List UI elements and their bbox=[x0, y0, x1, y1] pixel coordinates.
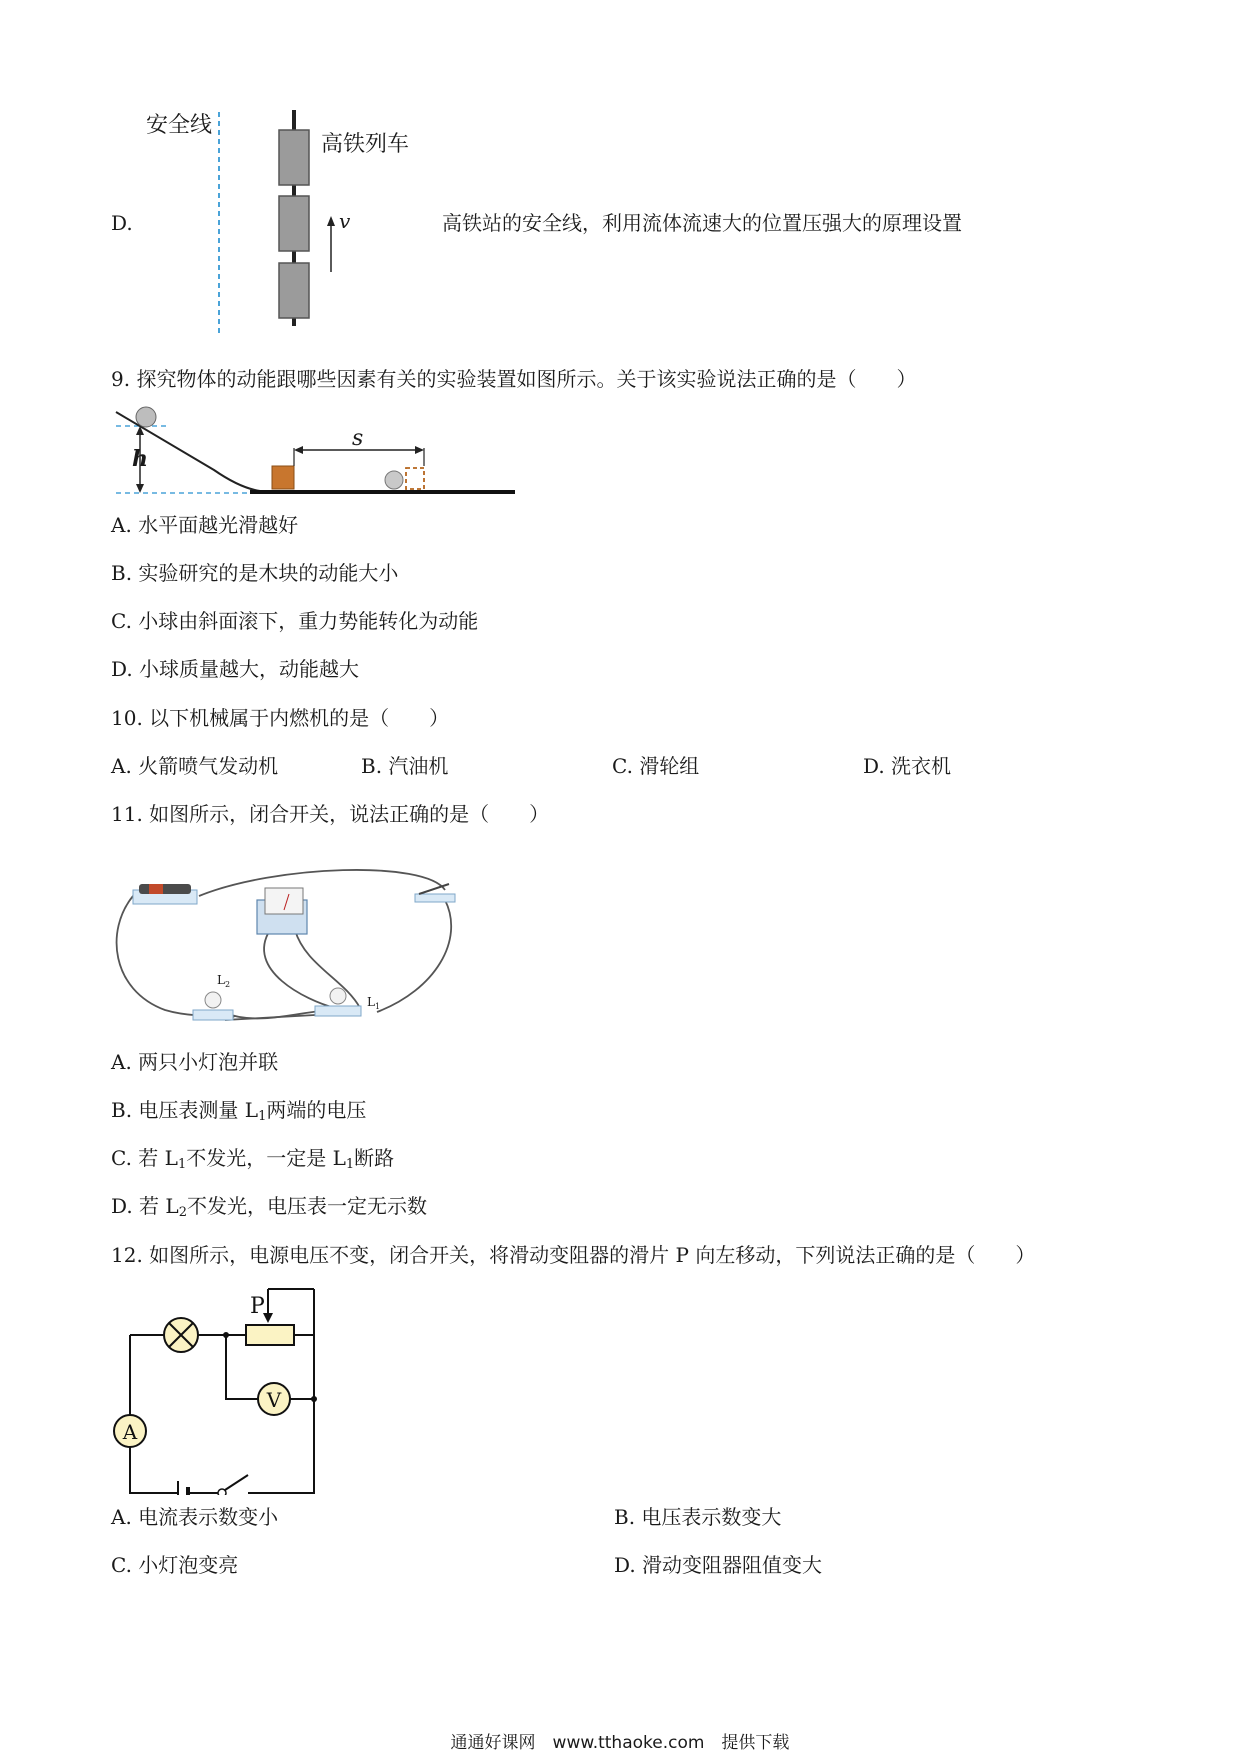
velocity-label: v bbox=[339, 209, 351, 233]
q10-option-a: A. 火箭喷气发动机 bbox=[111, 754, 279, 778]
circuit-diagram-figure bbox=[108, 1275, 348, 1495]
q11-option-c: C. 若 $L_1$不发光，一定是 $L_1$断路 bbox=[111, 1146, 395, 1172]
q10-option-b: B. 汽油机 bbox=[361, 754, 449, 778]
distance-arrowhead-right bbox=[415, 446, 424, 454]
train-car-3 bbox=[279, 263, 309, 318]
q10-option-d: D. 洗衣机 bbox=[863, 754, 952, 778]
q9-stem: 9. 探究物体的动能跟哪些因素有关的实验装置如图所示。关于该实验说法正确的是（ ） bbox=[111, 367, 917, 391]
train-car-1 bbox=[279, 130, 309, 185]
wire-battery-switch bbox=[199, 870, 445, 896]
battery-cells bbox=[139, 884, 191, 894]
train-label: 高铁列车 bbox=[321, 132, 410, 157]
ball bbox=[136, 407, 156, 427]
bulb-l2 bbox=[205, 992, 221, 1008]
safety-line-label: 安全线 bbox=[146, 113, 213, 138]
q11-option-b: B. 电压表测量 $L_1$两端的电压 bbox=[111, 1098, 367, 1124]
q8-option-d-letter: D. bbox=[111, 211, 133, 235]
distance-label: s bbox=[352, 426, 364, 451]
q12-stem: 12. 如图所示，电源电压不变，闭合开关，将滑动变阻器的滑片 P 向左移动，下列说法正确的是（ ） bbox=[111, 1243, 1036, 1267]
junction-right bbox=[311, 1396, 317, 1402]
circuit-photo-figure bbox=[105, 860, 465, 1030]
train-car-2 bbox=[279, 196, 309, 251]
page-footer: 通通好课网 www.tthaoke.com 提供下载 bbox=[450, 1733, 790, 1753]
q10-option-c: C. 滑轮组 bbox=[612, 754, 700, 778]
velocity-arrowhead bbox=[327, 216, 335, 226]
ramp-surface bbox=[116, 412, 515, 491]
distance-arrowhead-left bbox=[294, 446, 303, 454]
q10-stem: 10. 以下机械属于内燃机的是（ ） bbox=[111, 706, 450, 730]
voltmeter-label: V bbox=[266, 1388, 282, 1412]
switch-pivot bbox=[218, 1489, 226, 1495]
bulb-l2-base bbox=[193, 1010, 233, 1020]
q8-option-d-text: 高铁站的安全线，利用流体流速大的位置压强大的原理设置 bbox=[442, 211, 962, 235]
ball-final bbox=[385, 471, 403, 489]
voltmeter-dial bbox=[265, 888, 303, 914]
q9-option-c: C. 小球由斜面滚下，重力势能转化为动能 bbox=[111, 609, 479, 633]
q9-option-a: A. 水平面越光滑越好 bbox=[111, 513, 299, 537]
block-final-position bbox=[406, 468, 424, 489]
kinetic-energy-experiment-figure bbox=[110, 400, 530, 500]
q12-option-b: B. 电压表示数变大 bbox=[614, 1505, 782, 1529]
q11-stem: 11. 如图所示，闭合开关，说法正确的是（ ） bbox=[111, 802, 550, 826]
ammeter-label: A bbox=[122, 1420, 138, 1444]
battery-cell-band bbox=[149, 884, 163, 894]
bulb-l1 bbox=[330, 988, 346, 1004]
q11-option-a: A. 两只小灯泡并联 bbox=[111, 1050, 279, 1074]
bulb-l1-base bbox=[315, 1006, 361, 1016]
q11-option-d: D. 若 $L_2$不发光，电压表一定无示数 bbox=[111, 1194, 427, 1220]
train-safety-line-figure bbox=[130, 100, 450, 340]
q12-option-c: C. 小灯泡变亮 bbox=[111, 1553, 239, 1577]
switch-base bbox=[415, 894, 455, 902]
wire-switch-l1 bbox=[377, 900, 451, 1012]
l1-label: $L_1$ bbox=[367, 995, 381, 1011]
wooden-block bbox=[272, 466, 294, 489]
l2-label: $L_2$ bbox=[217, 973, 231, 989]
height-label: h bbox=[132, 446, 148, 472]
rheostat bbox=[246, 1325, 294, 1345]
wire-left-lower bbox=[130, 1447, 178, 1493]
q12-option-a: A. 电流表示数变小 bbox=[111, 1505, 279, 1529]
switch-blade bbox=[225, 1475, 248, 1490]
q12-option-d: D. 滑动变阻器阻值变大 bbox=[614, 1553, 823, 1577]
q9-option-b: B. 实验研究的是木块的动能大小 bbox=[111, 561, 399, 585]
height-arrowhead-bottom bbox=[136, 484, 144, 493]
slider-label: P bbox=[250, 1294, 265, 1319]
junction-left bbox=[223, 1332, 229, 1338]
q9-option-d: D. 小球质量越大，动能越大 bbox=[111, 657, 360, 681]
